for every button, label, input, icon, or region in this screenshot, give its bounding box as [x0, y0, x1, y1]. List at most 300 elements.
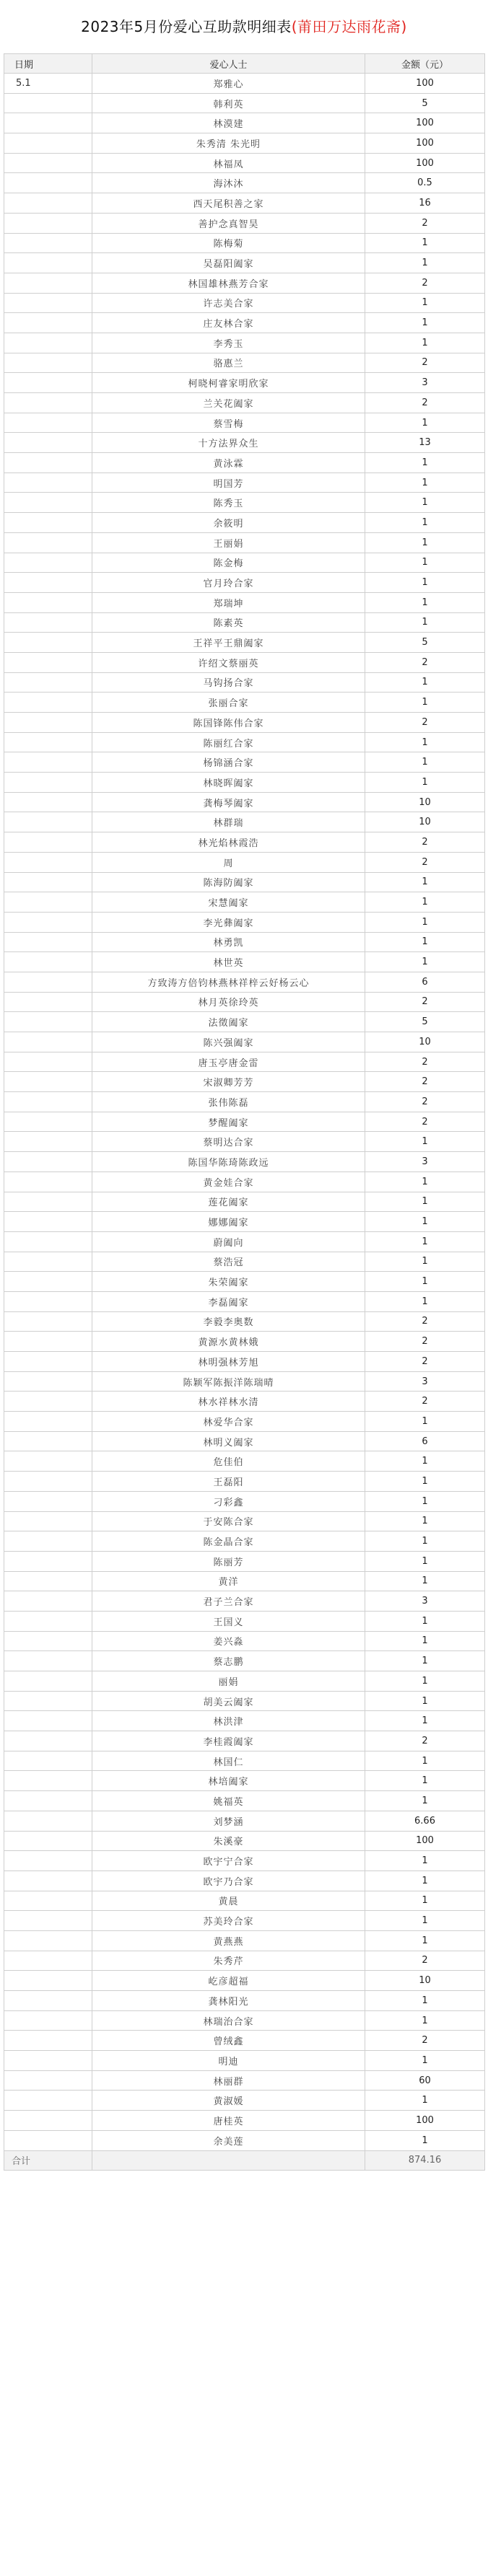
- row-date: [4, 972, 92, 992]
- table-header-row: [4, 54, 485, 74]
- row-amount: 1: [365, 2010, 485, 2031]
- table-row: [4, 2111, 485, 2131]
- row-amount: 3: [365, 1591, 485, 1612]
- row-amount: 1: [365, 1691, 485, 1711]
- row-date: [4, 1112, 92, 1132]
- row-date: [4, 1511, 92, 1531]
- table-row: [4, 193, 485, 214]
- total-label: 合计: [4, 2150, 92, 2170]
- table-row: [4, 1791, 485, 1811]
- table-row: [4, 1671, 485, 1692]
- table-row: [4, 1711, 485, 1731]
- table-row: [4, 732, 485, 752]
- row-amount: 10: [365, 1971, 485, 1991]
- row-amount: 2: [365, 1392, 485, 1412]
- row-date: [4, 2130, 92, 2150]
- table-row: [4, 1951, 485, 1971]
- row-donor: 姜兴淼: [92, 1631, 365, 1651]
- row-amount: 1: [365, 1611, 485, 1631]
- row-donor: 唐玉亭唐金雷: [92, 1052, 365, 1072]
- row-date: [4, 792, 92, 812]
- table-row: [4, 1511, 485, 1531]
- table-row: [4, 812, 485, 832]
- row-date: [4, 373, 92, 393]
- row-amount: 1: [365, 672, 485, 693]
- table-row: [4, 1371, 485, 1392]
- table-row: [4, 532, 485, 553]
- row-amount: 10: [365, 792, 485, 812]
- row-date: [4, 532, 92, 553]
- row-amount: 1: [365, 2091, 485, 2111]
- row-date: [4, 872, 92, 892]
- row-date: [4, 253, 92, 273]
- row-amount: 2: [365, 713, 485, 733]
- row-donor: 龚梅琴阖家: [92, 792, 365, 812]
- row-amount: 1: [365, 1871, 485, 1891]
- row-date: 5.1: [4, 74, 92, 94]
- total-amount: 874.16: [365, 2150, 485, 2170]
- row-date: [4, 493, 92, 513]
- row-donor: 蔡明达合家: [92, 1132, 365, 1152]
- row-donor: 君子兰合家: [92, 1591, 365, 1612]
- row-donor: 陈金晶合家: [92, 1531, 365, 1552]
- row-amount: 1: [365, 1231, 485, 1252]
- row-amount: 1: [365, 1991, 485, 2011]
- row-amount: 2: [365, 2031, 485, 2051]
- table-row: [4, 1231, 485, 1252]
- row-donor: 宋慧阖家: [92, 892, 365, 913]
- row-date: [4, 1412, 92, 1432]
- table-row: [4, 912, 485, 932]
- row-donor: 郑雅心: [92, 74, 365, 94]
- row-amount: 2: [365, 832, 485, 853]
- table-row: [4, 1212, 485, 1232]
- row-amount: 3: [365, 1152, 485, 1172]
- row-amount: 1: [365, 1472, 485, 1492]
- row-amount: 1: [365, 592, 485, 612]
- row-amount: 100: [365, 1831, 485, 1851]
- table-row: [4, 2070, 485, 2091]
- row-amount: 1: [365, 1511, 485, 1531]
- row-date: [4, 892, 92, 913]
- table-row: [4, 2031, 485, 2051]
- row-donor: 林漠建: [92, 113, 365, 133]
- table-row: [4, 592, 485, 612]
- row-donor: 李磊阖家: [92, 1291, 365, 1311]
- table-row: [4, 1551, 485, 1571]
- row-donor: 黄洋: [92, 1571, 365, 1591]
- row-date: [4, 1491, 92, 1511]
- table-row: [4, 573, 485, 593]
- table-row: [4, 313, 485, 333]
- row-amount: 5: [365, 1012, 485, 1032]
- row-donor: 王国义: [92, 1611, 365, 1631]
- row-amount: 16: [365, 193, 485, 214]
- row-date: [4, 612, 92, 633]
- row-donor: 屹彦超福: [92, 1971, 365, 1991]
- row-donor: 林洪津: [92, 1711, 365, 1731]
- row-date: [4, 633, 92, 653]
- table-row: [4, 693, 485, 713]
- row-date: [4, 453, 92, 473]
- row-donor: 林月英徐玲英: [92, 992, 365, 1012]
- table-row: [4, 1431, 485, 1451]
- row-amount: 1: [365, 333, 485, 353]
- row-amount: 2: [365, 393, 485, 413]
- table-row: [4, 1911, 485, 1931]
- row-donor: 陈海防阖家: [92, 872, 365, 892]
- table-row: [4, 1491, 485, 1511]
- row-donor: 黄泳霖: [92, 453, 365, 473]
- row-amount: 1: [365, 1851, 485, 1871]
- row-donor: 明国芳: [92, 472, 365, 493]
- row-donor: 刘梦涵: [92, 1811, 365, 1831]
- table-row: [4, 1991, 485, 2011]
- row-amount: 2: [365, 1112, 485, 1132]
- row-date: [4, 1291, 92, 1311]
- row-amount: 1: [365, 233, 485, 253]
- table-row: [4, 832, 485, 853]
- table-row: [4, 1012, 485, 1032]
- row-donor: 兰关花阖家: [92, 393, 365, 413]
- table-row: [4, 652, 485, 672]
- row-donor: 周: [92, 852, 365, 872]
- row-donor: 张伟陈磊: [92, 1092, 365, 1112]
- row-date: [4, 313, 92, 333]
- row-donor: 欧宇宁合家: [92, 1851, 365, 1871]
- row-date: [4, 1311, 92, 1332]
- table-row: [4, 892, 485, 913]
- row-amount: 1: [365, 1291, 485, 1311]
- table-row: [4, 872, 485, 892]
- table-row: [4, 1311, 485, 1332]
- row-amount: 1: [365, 453, 485, 473]
- row-donor: 莲花阖家: [92, 1192, 365, 1212]
- row-donor: 林爱华合家: [92, 1412, 365, 1432]
- table-row: [4, 1451, 485, 1472]
- table-row: [4, 1291, 485, 1311]
- row-date: [4, 1092, 92, 1112]
- row-date: [4, 1911, 92, 1931]
- row-date: [4, 1691, 92, 1711]
- row-donor: 蔡雪梅: [92, 413, 365, 433]
- row-date: [4, 1052, 92, 1072]
- row-amount: 6: [365, 1431, 485, 1451]
- row-donor: 朱秀清 朱光明: [92, 133, 365, 154]
- row-donor: 朱秀芹: [92, 1951, 365, 1971]
- row-date: [4, 1472, 92, 1492]
- row-amount: 1: [365, 932, 485, 952]
- row-date: [4, 1072, 92, 1092]
- title-highlight: (莆田万达雨花斋): [291, 18, 407, 35]
- row-donor: 张丽合家: [92, 693, 365, 713]
- row-donor: 十方法界众生: [92, 433, 365, 453]
- row-date: [4, 1012, 92, 1032]
- row-donor: 李毅李奥数: [92, 1311, 365, 1332]
- row-donor: 林晓晖阖家: [92, 773, 365, 793]
- table-row: [4, 133, 485, 154]
- row-amount: 2: [365, 852, 485, 872]
- row-date: [4, 1971, 92, 1991]
- row-amount: 1: [365, 1771, 485, 1791]
- row-amount: 1: [365, 1751, 485, 1771]
- row-date: [4, 693, 92, 713]
- table-row: [4, 2010, 485, 2031]
- row-donor: 朱溪豪: [92, 1831, 365, 1851]
- row-donor: 余筱明: [92, 513, 365, 533]
- table-row: [4, 1631, 485, 1651]
- row-donor: 林光焰林霞浩: [92, 832, 365, 853]
- table-row: [4, 373, 485, 393]
- row-date: [4, 1751, 92, 1771]
- row-donor: 林丽群: [92, 2070, 365, 2091]
- row-donor: 林水祥林水清: [92, 1392, 365, 1412]
- row-amount: 1: [365, 1451, 485, 1472]
- table-row: [4, 113, 485, 133]
- row-date: [4, 1991, 92, 2011]
- row-amount: 2: [365, 1072, 485, 1092]
- row-date: [4, 2051, 92, 2071]
- row-date: [4, 553, 92, 573]
- row-donor: 郑瑞坤: [92, 592, 365, 612]
- table-row: [4, 472, 485, 493]
- table-row: [4, 173, 485, 193]
- row-amount: 1: [365, 1651, 485, 1671]
- table-row: [4, 2130, 485, 2150]
- row-amount: 1: [365, 912, 485, 932]
- row-amount: 1: [365, 513, 485, 533]
- row-donor: 黄晨: [92, 1891, 365, 1911]
- row-amount: 13: [365, 433, 485, 453]
- row-donor: 许绍文蔡丽英: [92, 652, 365, 672]
- row-amount: 2: [365, 213, 485, 233]
- table-row: [4, 1032, 485, 1052]
- row-amount: 1: [365, 1272, 485, 1292]
- row-amount: 2: [365, 992, 485, 1012]
- table-row: [4, 1591, 485, 1612]
- row-donor: 蔡浩冠: [92, 1252, 365, 1272]
- table-row: [4, 1352, 485, 1372]
- row-amount: 1: [365, 1192, 485, 1212]
- row-donor: 陈颖军陈振洋陈瑞晴: [92, 1371, 365, 1392]
- row-date: [4, 472, 92, 493]
- row-amount: 2: [365, 1352, 485, 1372]
- row-date: [4, 413, 92, 433]
- row-date: [4, 273, 92, 293]
- row-amount: 5: [365, 633, 485, 653]
- header-donor: 爱心人士: [92, 54, 365, 74]
- row-date: [4, 2010, 92, 2031]
- table-row: [4, 1851, 485, 1871]
- row-amount: 1: [365, 2051, 485, 2071]
- row-date: [4, 1711, 92, 1731]
- table-row: [4, 393, 485, 413]
- row-amount: 1: [365, 1171, 485, 1192]
- table-row: [4, 932, 485, 952]
- row-date: [4, 393, 92, 413]
- table-row: [4, 93, 485, 113]
- row-date: [4, 1152, 92, 1172]
- table-row: [4, 1112, 485, 1132]
- row-donor: 苏美玲合家: [92, 1911, 365, 1931]
- table-row: [4, 233, 485, 253]
- row-date: [4, 732, 92, 752]
- row-amount: 6.66: [365, 1811, 485, 1831]
- row-date: [4, 1891, 92, 1911]
- table-row: [4, 1651, 485, 1671]
- table-row: [4, 413, 485, 433]
- row-donor: 陈梅菊: [92, 233, 365, 253]
- row-amount: 1: [365, 532, 485, 553]
- table-row: [4, 1691, 485, 1711]
- row-date: [4, 1032, 92, 1052]
- table-row: [4, 992, 485, 1012]
- row-amount: 3: [365, 373, 485, 393]
- row-date: [4, 433, 92, 453]
- row-amount: 10: [365, 1032, 485, 1052]
- table-row: [4, 1152, 485, 1172]
- table-row: [4, 333, 485, 353]
- row-donor: 林群瑞: [92, 812, 365, 832]
- row-amount: 2: [365, 1092, 485, 1112]
- row-donor: 宋淑卿芳芳: [92, 1072, 365, 1092]
- row-donor: 余美莲: [92, 2130, 365, 2150]
- row-date: [4, 293, 92, 313]
- row-date: [4, 353, 92, 373]
- row-donor: 陈丽芳: [92, 1551, 365, 1571]
- row-date: [4, 1831, 92, 1851]
- row-donor: 方致涛方倍钧林燕林祥梓云好杨云心: [92, 972, 365, 992]
- row-date: [4, 672, 92, 693]
- row-date: [4, 713, 92, 733]
- donation-table: [4, 53, 485, 2171]
- table-row: [4, 952, 485, 972]
- row-donor: 陈国锋陈伟合家: [92, 713, 365, 733]
- row-amount: 1: [365, 612, 485, 633]
- row-date: [4, 1132, 92, 1152]
- table-row: [4, 1571, 485, 1591]
- row-donor: 林瑞治合家: [92, 2010, 365, 2031]
- row-date: [4, 1771, 92, 1791]
- row-donor: 娜娜阖家: [92, 1212, 365, 1232]
- table-row: [4, 1332, 485, 1352]
- row-donor: 明迪: [92, 2051, 365, 2071]
- row-donor: 林明强林芳旭: [92, 1352, 365, 1372]
- row-donor: 法徵阖家: [92, 1012, 365, 1032]
- table-row: [4, 293, 485, 313]
- table-row: [4, 1052, 485, 1072]
- row-amount: 1: [365, 1531, 485, 1552]
- row-date: [4, 1611, 92, 1631]
- table-row: [4, 1092, 485, 1112]
- row-donor: 陈素英: [92, 612, 365, 633]
- row-amount: 5: [365, 93, 485, 113]
- row-date: [4, 1811, 92, 1831]
- row-donor: 陈兴强阖家: [92, 1032, 365, 1052]
- row-amount: 6: [365, 972, 485, 992]
- row-donor: 韩利英: [92, 93, 365, 113]
- table-row: [4, 1472, 485, 1492]
- table-row: [4, 1132, 485, 1152]
- row-amount: 1: [365, 752, 485, 773]
- table-row: [4, 1531, 485, 1552]
- row-amount: 1: [365, 693, 485, 713]
- row-donor: 刁彩鑫: [92, 1491, 365, 1511]
- table-row: [4, 773, 485, 793]
- table-row: [4, 2091, 485, 2111]
- total-row: [4, 2150, 485, 2170]
- row-amount: 1: [365, 553, 485, 573]
- row-donor: 西天尾积善之家: [92, 193, 365, 214]
- row-amount: 100: [365, 74, 485, 94]
- row-amount: 2: [365, 1052, 485, 1072]
- row-donor: 唐桂英: [92, 2111, 365, 2131]
- row-amount: 1: [365, 1571, 485, 1591]
- row-amount: 1: [365, 413, 485, 433]
- table-row: [4, 453, 485, 473]
- row-date: [4, 1531, 92, 1552]
- row-amount: 1: [365, 493, 485, 513]
- row-donor: 陈国华陈琦陈政远: [92, 1152, 365, 1172]
- row-donor: 黄金娃合家: [92, 1171, 365, 1192]
- row-date: [4, 2031, 92, 2051]
- row-donor: 李秀玉: [92, 333, 365, 353]
- row-donor: 林世英: [92, 952, 365, 972]
- row-date: [4, 233, 92, 253]
- row-date: [4, 1212, 92, 1232]
- row-donor: 庄友林合家: [92, 313, 365, 333]
- row-date: [4, 1371, 92, 1392]
- table-row: [4, 1272, 485, 1292]
- row-donor: 龚林阳光: [92, 1991, 365, 2011]
- row-amount: 1: [365, 1551, 485, 1571]
- total-donor: [92, 2150, 365, 2170]
- row-date: [4, 1930, 92, 1951]
- table-row: [4, 213, 485, 233]
- row-amount: 1: [365, 1212, 485, 1232]
- row-donor: 柯晓柯睿家明欣家: [92, 373, 365, 393]
- row-amount: 1: [365, 1671, 485, 1692]
- row-date: [4, 1571, 92, 1591]
- row-donor: 丽娟: [92, 1671, 365, 1692]
- row-date: [4, 1272, 92, 1292]
- row-date: [4, 1591, 92, 1612]
- table-row: [4, 433, 485, 453]
- table-row: [4, 353, 485, 373]
- row-date: [4, 752, 92, 773]
- table-row: [4, 74, 485, 94]
- row-donor: 王祥平王鼎阖家: [92, 633, 365, 653]
- table-row: [4, 153, 485, 173]
- row-date: [4, 1451, 92, 1472]
- header-amount: 金额（元）: [365, 54, 485, 74]
- row-amount: 1: [365, 1631, 485, 1651]
- row-amount: 1: [365, 293, 485, 313]
- row-amount: 10: [365, 812, 485, 832]
- row-donor: 危佳伯: [92, 1451, 365, 1472]
- row-date: [4, 832, 92, 853]
- row-date: [4, 992, 92, 1012]
- page-title: [0, 0, 488, 53]
- row-amount: 100: [365, 113, 485, 133]
- row-donor: 梦醒阖家: [92, 1112, 365, 1132]
- table-row: [4, 553, 485, 573]
- row-donor: 王磊阳: [92, 1472, 365, 1492]
- row-date: [4, 1871, 92, 1891]
- row-amount: 0.5: [365, 173, 485, 193]
- table-row: [4, 1392, 485, 1412]
- row-donor: 陈金梅: [92, 553, 365, 573]
